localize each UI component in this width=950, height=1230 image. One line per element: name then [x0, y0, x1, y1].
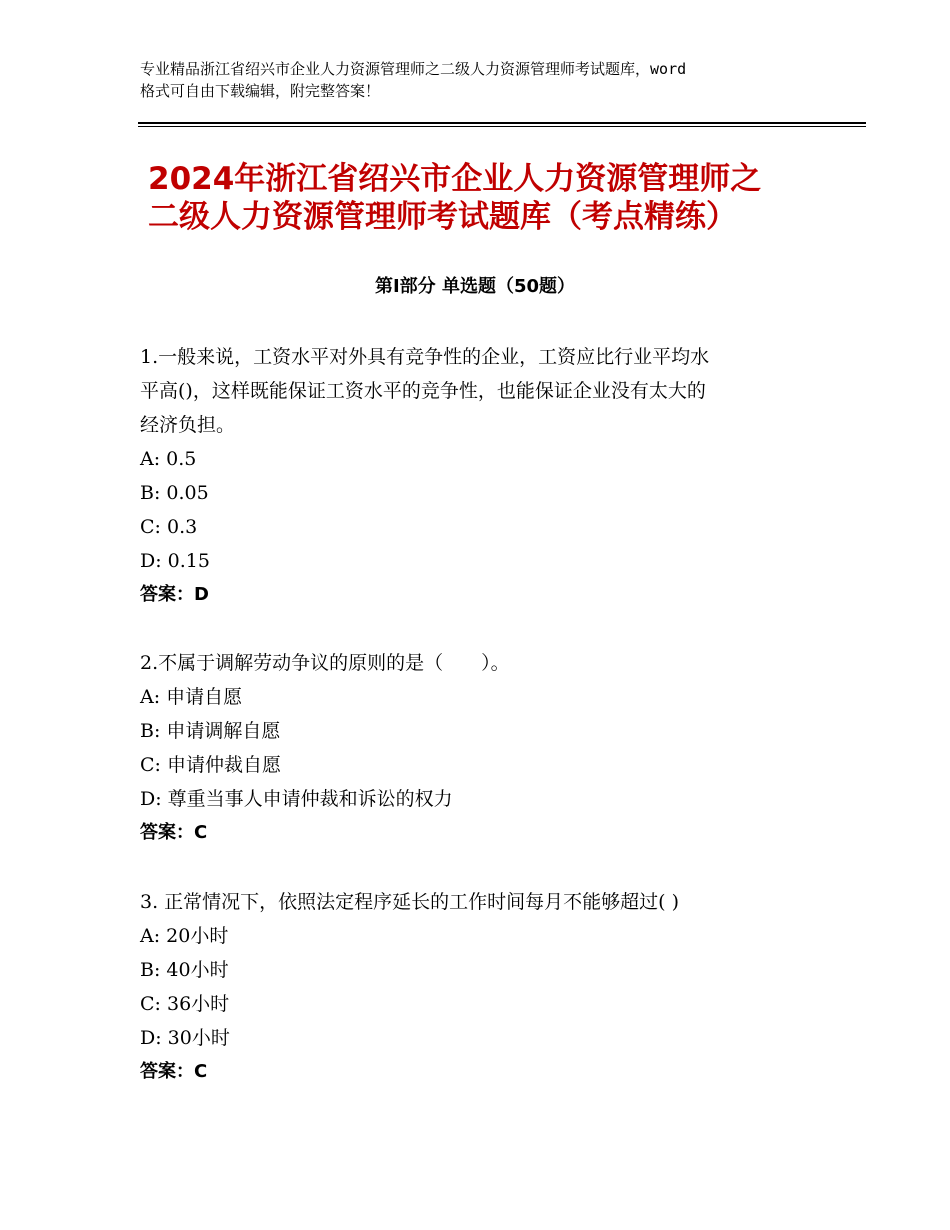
- stem-line: 2.不属于调解劳动争议的原则的是（ ）。: [140, 652, 510, 674]
- question-3: [140, 885, 840, 1089]
- title-line-2: 二级人力资源管理师考试题库（考点精练）: [148, 199, 737, 235]
- title-line-1: 2024年浙江省绍兴市企业人力资源管理师之: [148, 161, 762, 197]
- option-c: C: 申请仲裁自愿: [140, 754, 281, 776]
- document-title: [148, 160, 848, 236]
- stem-line: 经济负担。: [140, 414, 236, 436]
- answer: 答案：C: [140, 822, 208, 843]
- answer: 答案：D: [140, 584, 209, 605]
- option-b: B: 40小时: [140, 959, 229, 981]
- stem-line: 1.一般来说，工资水平对外具有竞争性的企业，工资应比行业平均水: [140, 346, 710, 368]
- option-d: D: 0.15: [140, 550, 210, 572]
- header-note-line-1: 专业精品浙江省绍兴市企业人力资源管理师之二级人力资源管理师考试题库，word: [140, 60, 687, 78]
- header-note: [140, 58, 830, 102]
- question-2: [140, 646, 840, 850]
- option-d: D: 尊重当事人申请仲裁和诉讼的权力: [140, 788, 453, 810]
- header-divider-thin: [138, 126, 866, 127]
- option-a: A: 20小时: [140, 925, 229, 947]
- header-divider-thick: [138, 122, 866, 124]
- question-stem: [140, 646, 840, 680]
- stem-line: 平高()，这样既能保证工资水平的竞争性，也能保证企业没有太大的: [140, 380, 706, 402]
- question-stem: [140, 885, 840, 919]
- option-b: B: 0.05: [140, 482, 209, 504]
- option-a: A: 0.5: [140, 448, 197, 470]
- question-1: [140, 340, 840, 612]
- option-d: D: 30小时: [140, 1027, 230, 1049]
- answer: 答案：C: [140, 1061, 208, 1082]
- section-heading: 第Ⅰ部分 单选题（50题）: [374, 276, 575, 297]
- header-note-line-2: 格式可自由下载编辑，附完整答案！: [140, 82, 381, 100]
- option-c: C: 0.3: [140, 516, 198, 538]
- option-a: A: 申请自愿: [140, 686, 243, 708]
- stem-line: 3. 正常情况下，依照法定程序延长的工作时间每月不能够超过( ): [140, 891, 680, 913]
- option-b: B: 申请调解自愿: [140, 720, 281, 742]
- option-c: C: 36小时: [140, 993, 230, 1015]
- question-stem: [140, 340, 840, 442]
